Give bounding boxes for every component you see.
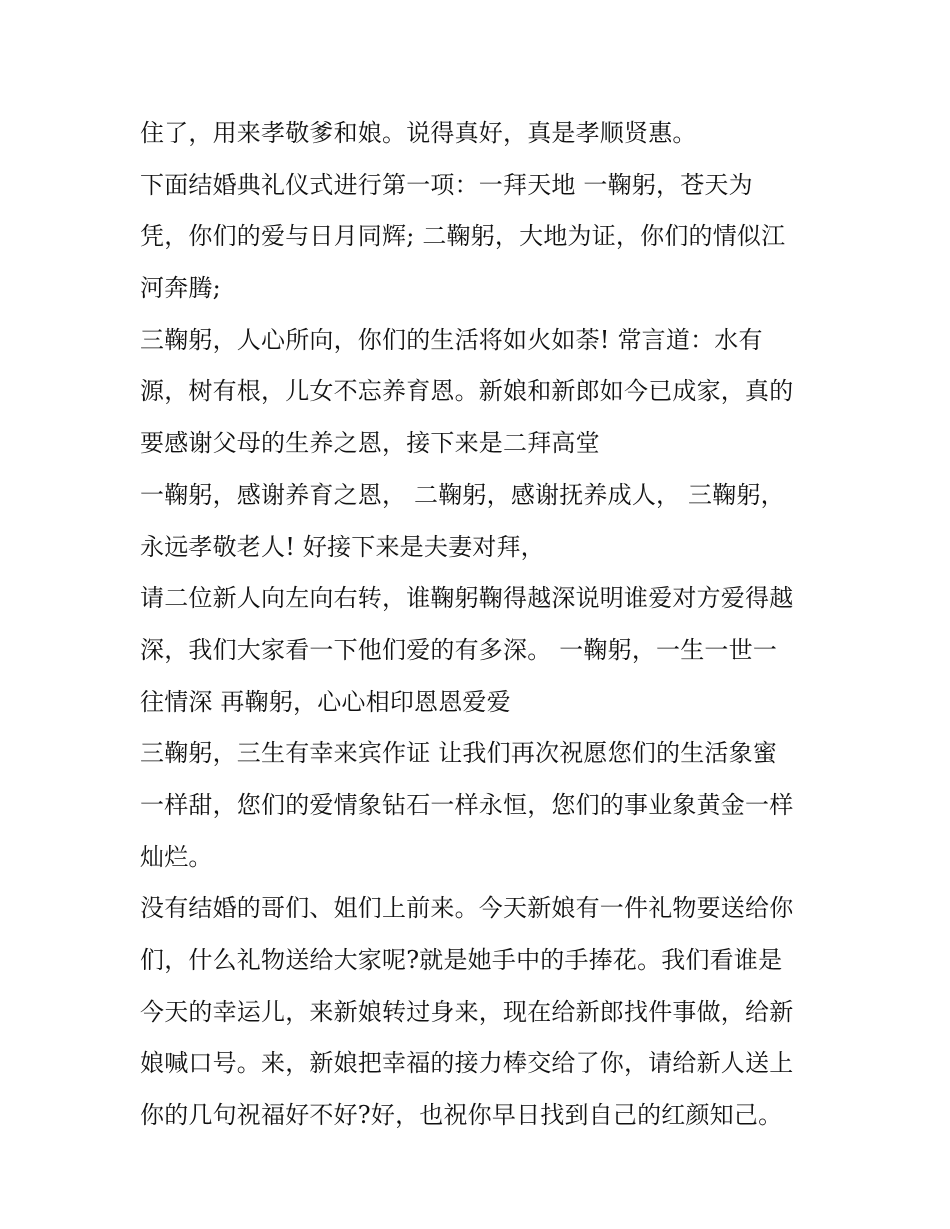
text-line: 请二位新人向左向右转，谁鞠躬鞠得越深说明谁爱对方爱得越 bbox=[140, 584, 794, 613]
text-line: 三鞠躬，三生有幸来宾作证 让我们再次祝愿您们的生活象蜜 bbox=[140, 739, 778, 768]
text-line: 一鞠躬，感谢养育之恩， 二鞠躬，感谢抚养成人， 三鞠躬， bbox=[140, 480, 785, 509]
text-line: 源，树有根，儿女不忘养育恩。新娘和新郎如今已成家，真的 bbox=[140, 377, 794, 406]
text-line: 们，什么礼物送给大家呢?就是她手中的手捧花。我们看谁是 bbox=[140, 946, 783, 974]
text-line: 一样甜，您们的爱情象钻石一样永恒，您们的事业象黄金一样 bbox=[140, 790, 794, 819]
text-line: 三鞠躬，人心所向，你们的生活将如火如荼! 常言道：水有 bbox=[140, 325, 763, 354]
text-line: 没有结婚的哥们、姐们上前来。今天新娘有一件礼物要送给你 bbox=[140, 894, 794, 923]
text-line: 永远孝敬老人! 好接下来是夫妻对拜， bbox=[140, 532, 545, 561]
text-line: 河奔腾; bbox=[140, 274, 221, 303]
text-line: 深，我们大家看一下他们爱的有多深。 一鞠躬，一生一世一 bbox=[140, 635, 778, 664]
text-line: 灿烂。 bbox=[140, 842, 213, 871]
text-line: 娘喊口号。来，新娘把幸福的接力棒交给了你，请给新人送上 bbox=[140, 1049, 794, 1078]
text-line: 要感谢父母的生养之恩，接下来是二拜高堂 bbox=[140, 429, 600, 458]
text-line: 你的几句祝福好不好?好，也祝你早日找到自己的红颜知己。 bbox=[140, 1101, 783, 1130]
text-line: 今天的幸运儿，来新娘转过身来，现在给新郎找件事做，给新 bbox=[140, 997, 794, 1026]
text-line: 住了，用来孝敬爹和娘。说得真好，真是孝顺贤惠。 bbox=[140, 119, 697, 147]
text-line: 往情深 再鞠躬，心心相印恩恩爱爱 bbox=[140, 687, 511, 716]
text-line: 下面结婚典礼仪式进行第一项：一拜天地 一鞠躬，苍天为 bbox=[140, 170, 753, 199]
text-line: 凭，你们的爱与日月同辉; 二鞠躬，大地为证，你们的情似江 bbox=[140, 222, 786, 251]
document-body-text bbox=[140, 108, 820, 1142]
